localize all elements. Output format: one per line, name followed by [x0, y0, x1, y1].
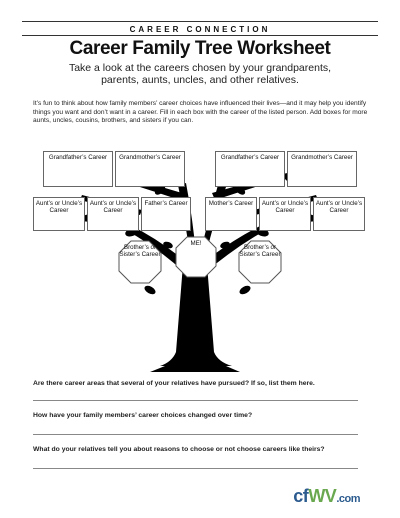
aunt-uncle-label-4: Aunt’s or Uncle’s Career — [315, 200, 363, 215]
father-label: Father’s Career — [144, 200, 188, 207]
me-octagon[interactable] — [175, 236, 217, 278]
sibling-octagon-1[interactable] — [118, 240, 162, 284]
aunt-uncle-label-1: Aunt’s or Uncle’s Career — [35, 200, 83, 215]
page-title: Career Family Tree Worksheet — [69, 38, 331, 59]
aunt-uncle-box-3[interactable] — [259, 197, 311, 231]
intro-paragraph: It’s fun to think about how family members’ career choices have influenced their lives—and it may help you identify things you want and don’t want in a career. Fill in each box with the career of the listed person. Add boxes for more aunts, uncles, cousins, brothers, and sisters if you can. — [33, 100, 368, 125]
cfwv-logo — [293, 486, 360, 507]
mother-label: Mother’s Career — [208, 200, 254, 207]
banner-label: CAREER CONNECTION — [129, 25, 271, 34]
grandfather-1-box[interactable] — [43, 151, 113, 187]
sibling-label-2: Brother’s or Sister’s Career — [239, 244, 281, 258]
logo-suffix: .com — [336, 493, 360, 505]
aunt-uncle-box-1[interactable] — [33, 197, 85, 231]
sibling-octagon-2[interactable] — [238, 240, 282, 284]
father-box[interactable] — [141, 197, 191, 231]
grandmother-1-label: Grandmother’s Career — [119, 154, 181, 161]
grandfather-2-box[interactable] — [215, 151, 285, 187]
answer-line-2[interactable] — [33, 434, 358, 435]
question-1: Are there career areas that several of your relatives have pursued? If so, list them here. — [33, 380, 315, 387]
aunt-uncle-label-2: Aunt’s or Uncle’s Career — [89, 200, 137, 215]
page-subtitle: Take a look at the careers chosen by your grandparents, parents, aunts, uncles, and other relatives. — [68, 62, 332, 86]
grandfather-1-label: Grandfather’s Career — [48, 154, 108, 161]
question-2: How have your family members’ career choices changed over time? — [33, 412, 253, 419]
sibling-label-1: Brother’s or Sister’s Career — [119, 244, 161, 258]
aunt-uncle-box-4[interactable] — [313, 197, 365, 231]
answer-line-1[interactable] — [33, 400, 358, 401]
grandfather-2-label: Grandfather’s Career — [220, 154, 280, 161]
grandmother-1-box[interactable] — [115, 151, 185, 187]
aunt-uncle-label-3: Aunt’s or Uncle’s Career — [261, 200, 309, 215]
grandmother-2-box[interactable] — [287, 151, 357, 187]
question-3: What do your relatives tell you about reasons to choose or not choose careers like theirs? — [33, 446, 325, 453]
me-label: ME! — [190, 240, 202, 247]
aunt-uncle-box-2[interactable] — [87, 197, 139, 231]
logo-accent: WV — [308, 486, 337, 506]
answer-line-3[interactable] — [33, 468, 358, 469]
mother-box[interactable] — [205, 197, 257, 231]
logo-main: cf — [293, 486, 309, 506]
grandmother-2-label: Grandmother’s Career — [291, 154, 353, 161]
